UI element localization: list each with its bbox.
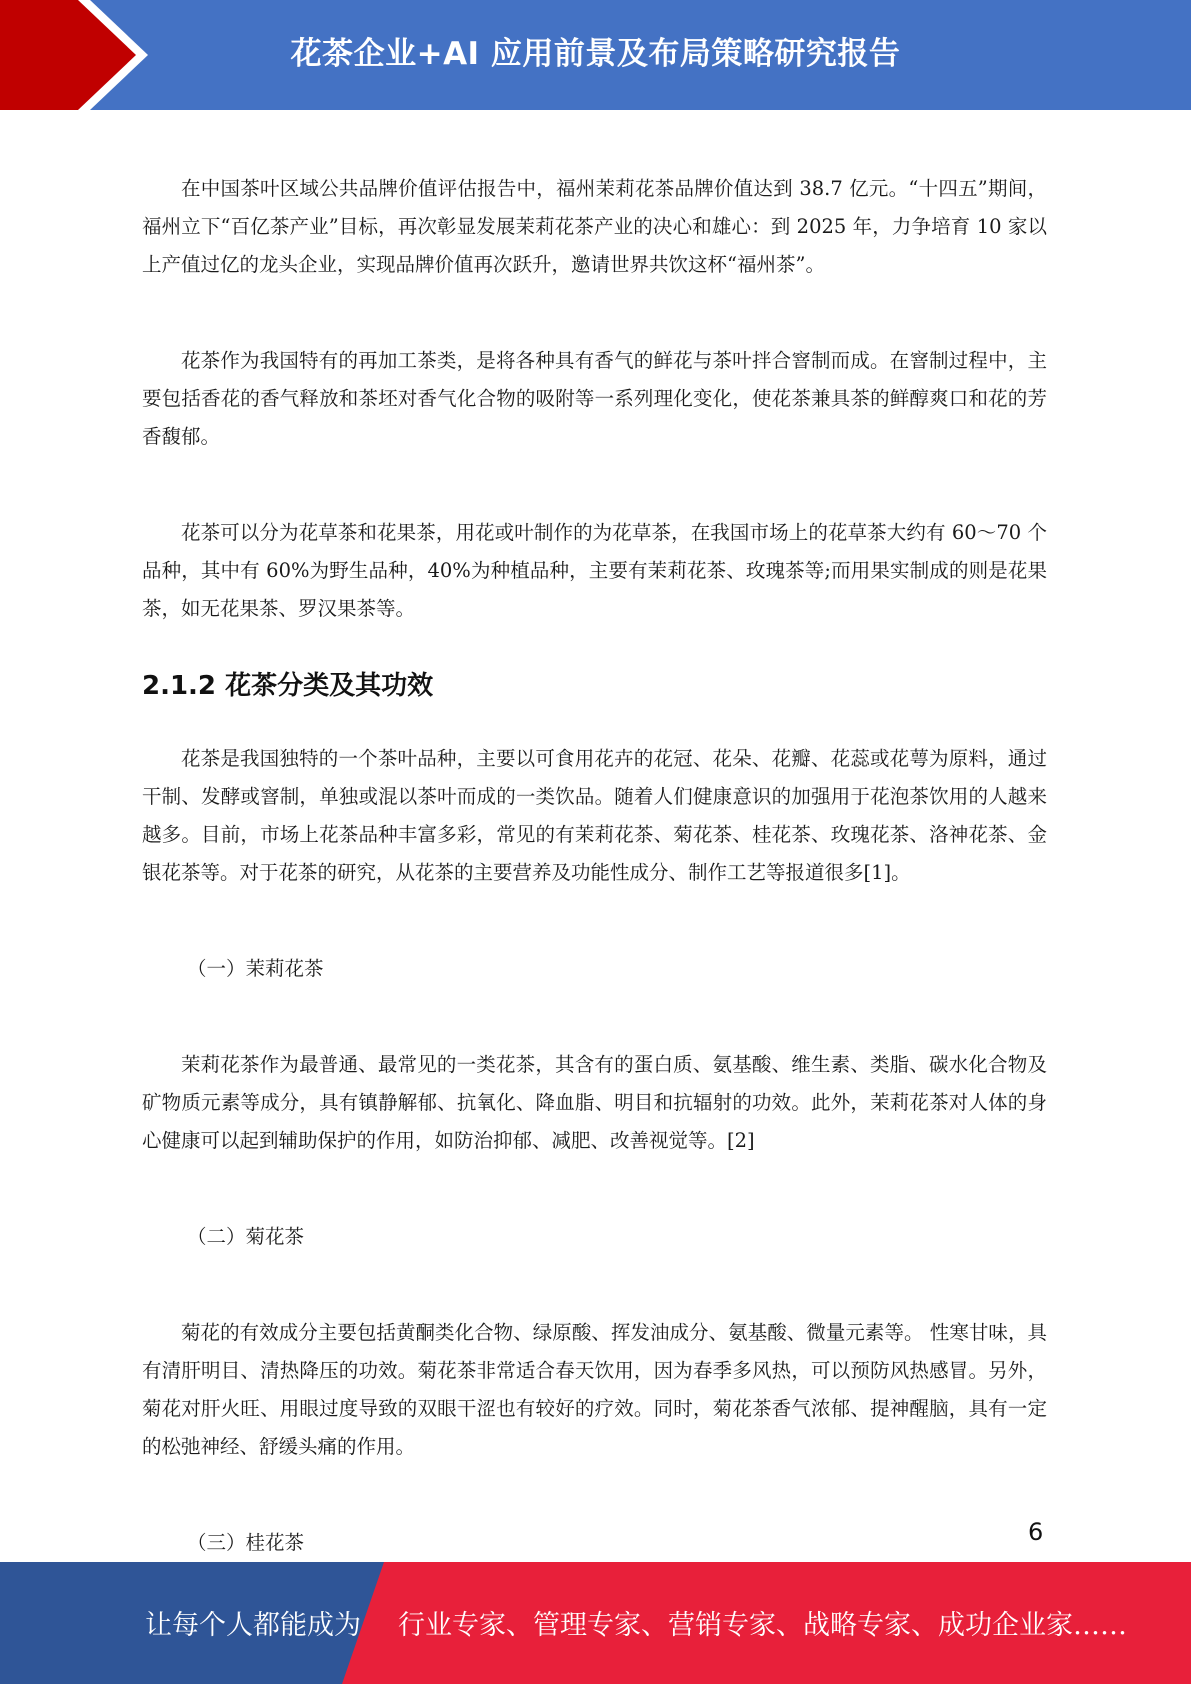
header-title: 花茶企业+AI 应用前景及布局策略研究报告 xyxy=(290,36,901,72)
paragraph-brand-value: 在中国茶叶区域公共品牌价值评估报告中，福州茉莉花茶品牌价值达到 38.7 亿元。“十四五”期间，福州立下“百亿茶产业”目标，再次彰显发展茉莉花茶产业的决心和雄心：到 2025 年，力争培育 10 家以上产值过亿的龙头企业，实现品牌价值再次跃升，邀请世界共饮这杯“福州茶”。 xyxy=(142,177,1047,276)
report-body xyxy=(142,170,1047,1562)
paragraph-jasmine-tea: 茉莉花茶作为最普通、最常见的一类花茶，其含有的蛋白质、氨基酸、维生素、类脂、碳水化合物及矿物质元素等成分，具有镇静解郁、抗氧化、降血脂、明目和抗辐射的功效。此外，茉莉花茶对人体的身心健康可以起到辅助保护的作用，如防治抑郁、减肥、改善视觉等。[2] xyxy=(142,1053,1047,1152)
section-heading: 2.1.2 花茶分类及其功效 xyxy=(142,671,434,701)
paragraph-chrysanthemum-tea: 菊花的有效成分主要包括黄酮类化合物、绿原酸、挥发油成分、氨基酸、微量元素等。 性寒甘味，具有清肝明目、清热降压的功效。菊花茶非常适合春天饮用，因为春季多风热，可以预防风热感冒。另外，菊花对肝火旺、用眼过度导致的双眼干涩也有较好的疗效。同时，菊花茶香气浓郁、提神醒脑，具有一定的松弛神经、舒缓头痛的作用。 xyxy=(142,1321,1047,1458)
paragraph-scented-tea-definition: 花茶作为我国特有的再加工茶类，是将各种具有香气的鲜花与茶叶拌合窨制而成。在窨制过程中，主要包括香花的香气释放和茶坯对香气化合物的吸附等一系列理化变化，使花茶兼具茶的鲜醇爽口和花的芳香馥郁。 xyxy=(142,349,1047,448)
page-footer xyxy=(0,1562,1191,1684)
paragraph-tea-overview: 花茶是我国独特的一个茶叶品种，主要以可食用花卉的花冠、花朵、花瓣、花蕊或花萼为原料，通过干制、发酵或窨制，单独或混以茶叶而成的一类饮品。随着人们健康意识的加强用于花泡茶饮用的人越来越多。目前，市场上花茶品种丰富多彩，常见的有茉莉花茶、菊花茶、桂花茶、玫瑰花茶、洛神花茶、金银花茶等。对于花茶的研究，从花茶的主要营养及功能性成分、制作工艺等报道很多[1]。 xyxy=(142,747,1047,884)
footer-slogan-right: 行业专家、管理专家、营销专家、战略专家、成功企业家…… xyxy=(398,1610,1127,1641)
subheading-chrysanthemum-tea: （二）菊花茶 xyxy=(187,1225,305,1248)
paragraph-tea-categories: 花茶可以分为花草茶和花果茶，用花或叶制作的为花草茶，在我国市场上的花草茶大约有 60～70 个品种，其中有 60%为野生品种，40%为种植品种，主要有茉莉花茶、玫瑰茶等;而用果实制成的则是花果茶，如无花果茶、罗汉果茶等。 xyxy=(142,521,1047,620)
page-number: 6 xyxy=(1028,1518,1044,1546)
subheading-jasmine-tea: （一）茉莉花茶 xyxy=(187,957,324,980)
footer-slogan-left: 让每个人都能成为 xyxy=(145,1610,361,1641)
page-header xyxy=(0,0,1191,110)
subheading-osmanthus-tea: （三）桂花茶 xyxy=(187,1531,305,1554)
